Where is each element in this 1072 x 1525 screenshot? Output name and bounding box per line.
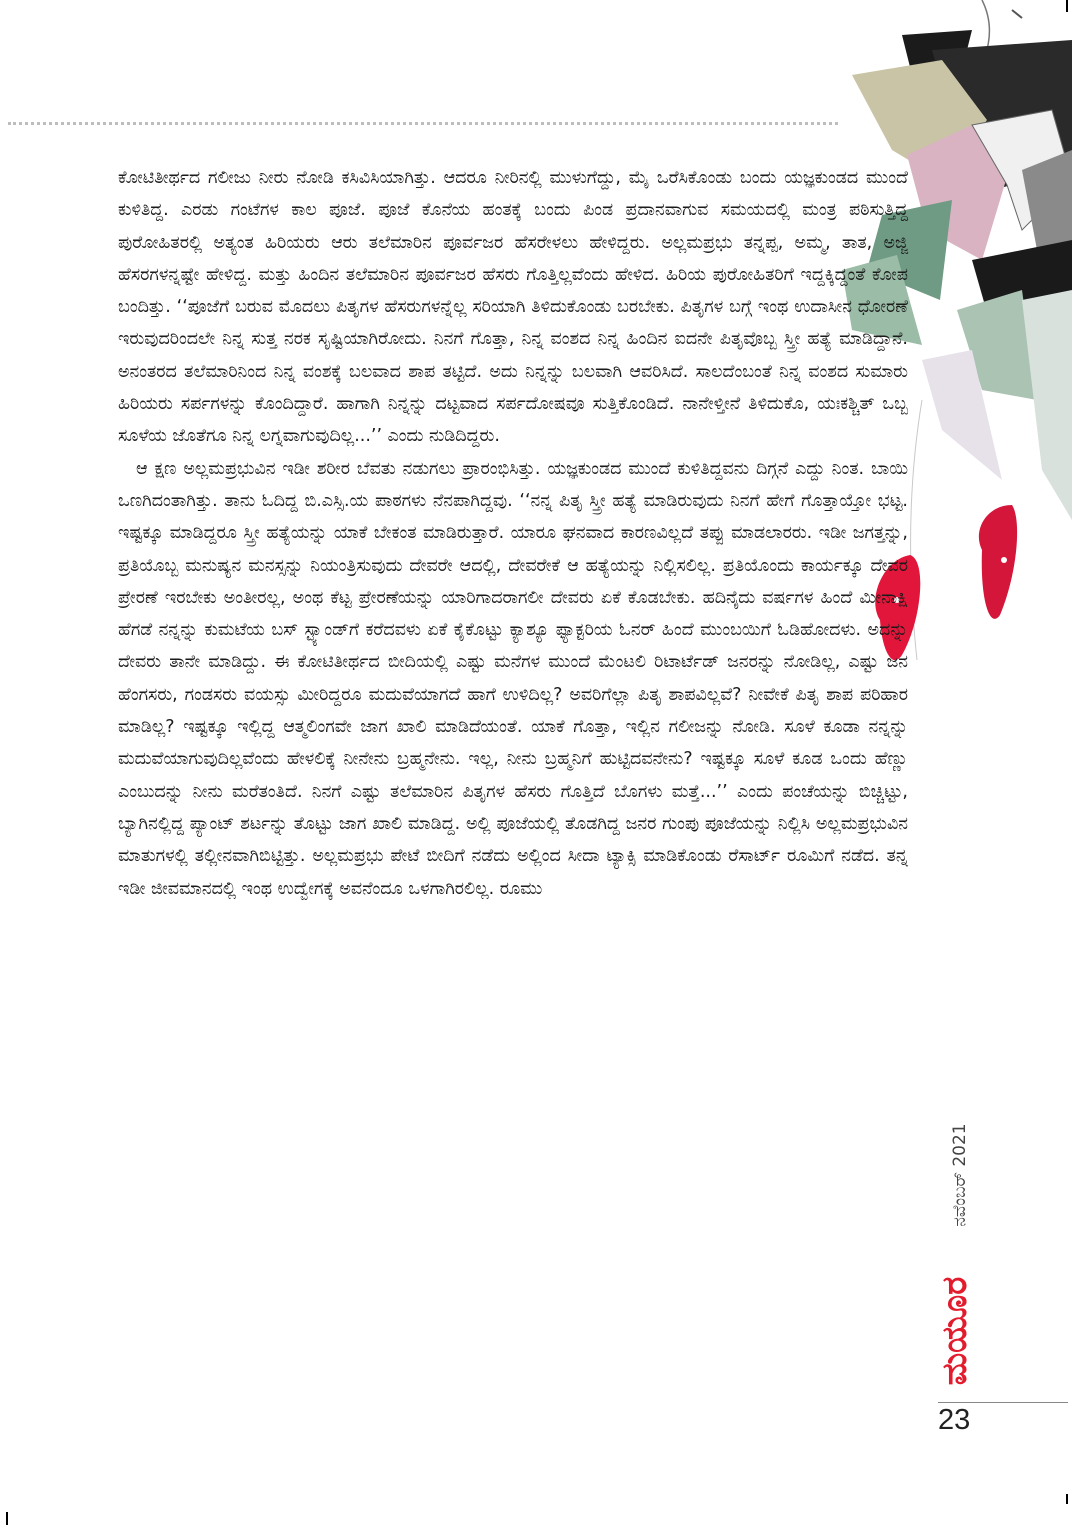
paragraph: ಆ ಕ್ಷಣ ಅಲ್ಲಮಪ್ರಭುವಿನ ಇಡೀ ಶರೀರ ಬೆವತು ನಡುಗಲು ಪ್ರಾರಂಭಿಸಿತ್ತು. ಯಜ್ಞಕುಂಡದ ಮುಂದೆ ಕುಳಿತಿದ್ದವನು ದಿಗ್ಗನೆ ಎದ್ದು ನಿಂತ. ಬಾಯಿ ಒಣಗಿದಂತಾಗಿತ್ತು. ತಾನು ಓದಿದ್ದ ಬಿ.ಎಸ್ಸಿ.ಯ ಪಾಠಗಳು ನೆನಪಾಗಿದ್ದವು. ‘‘ನನ್ನ ಪಿತೃ ಸ್ತ್ರೀ ಹತ್ಯೆ ಮಾಡಿರುವುದು ನಿನಗೆ ಹೇಗೆ ಗೊತ್ತಾಯ್ತೋ ಭಟ್ಟ. ಇಷ್ಟಕ್ಕೂ ಮಾಡಿದ್ದರೂ ಸ್ತ್ರೀ ಹತ್ಯೆಯನ್ನು ಯಾಕೆ ಬೇಕಂತ ಮಾಡಿರುತ್ತಾರೆ. ಯಾರೂ ಘನವಾದ ಕಾರಣವಿಲ್ಲದೆ ತಪ್ಪು ಮಾಡಲಾರರು. ಇಡೀ ಜಗತ್ತನ್ನು, ಪ್ರತಿಯೊಬ್ಬ ಮನುಷ್ಯನ ಮನಸ್ಸನ್ನು ನಿಯಂತ್ರಿಸುವುದು ದೇವರೇ ಆದಲ್ಲಿ, ದೇವರೇಕೆ ಆ ಹತ್ಯೆಯನ್ನು ನಿಲ್ಲಿಸಲಿಲ್ಲ. ಪ್ರತಿಯೊಂದು ಕಾರ್ಯಕ್ಕೂ ದೇವರ ಪ್ರೇರಣೆ ಇರಬೇಕು ಅಂತೀರಲ್ಲ, ಅಂಥ ಕೆಟ್ಟ ಪ್ರೇರಣೆಯನ್ನು ಯಾರಿಗಾದರಾಗಲೀ ದೇವರು ಏಕೆ ಕೊಡಬೇಕು. ಹದಿನೈದು ವರ್ಷಗಳ ಹಿಂದೆ ಮೀನಾಕ್ಷಿ ಹೆಗಡೆ ನನ್ನನ್ನು ಕುಮಟೆಯ ಬಸ್ ಸ್ಟ್ಯಾಂಡ್‌ಗೆ ಕರೆದವಳು ಏಕೆ ಕೈಕೊಟ್ಟು ಕ್ಯಾಶ್ಯೂ ಫ್ಯಾಕ್ಟರಿಯ ಓನರ್ ಹಿಂದೆ ಮುಂಬಯಿಗೆ ಓಡಿಹೋದಳು. ಅದನ್ನು ದೇವರು ತಾನೇ ಮಾಡಿದ್ದು. ಈ ಕೋಟಿತೀರ್ಥದ ಬೀದಿಯಲ್ಲಿ ಎಷ್ಟು ಮನೆಗಳ ಮುಂದೆ ಮೆಂಟಲಿ ರಿಟಾರ್ಟೆಡ್ ಜನರನ್ನು ನೋಡಿಲ್ಲ, ಎಷ್ಟು ಜನ ಹೆಂಗಸರು, ಗಂಡಸರು ವಯಸ್ಸು ಮೀರಿದ್ದರೂ ಮದುವೆಯಾಗದೆ ಹಾಗೆ ಉಳಿದಿಲ್ಲ? ಅವರಿಗೆಲ್ಲಾ ಪಿತೃ ಶಾಪವಿಲ್ಲವೆ? ನೀವೇಕೆ ಪಿತೃ ಶಾಪ ಪರಿಹಾರ ಮಾಡಿಲ್ಲ? ಇಷ್ಟಕ್ಕೂ ಇಲ್ಲಿದ್ದ ಆತ್ಮಲಿಂಗವೇ ಜಾಗ ಖಾಲಿ ಮಾಡಿದೆಯಂತೆ. ಯಾಕೆ ಗೊತ್ತಾ, ಇಲ್ಲಿನ ಗಲೀಜನ್ನು ನೋಡಿ. ಸೂಳೆ ಕೂಡಾ ನನ್ನನ್ನು ಮದುವೆಯಾಗುವುದಿಲ್ಲವೆಂದು ಹೇಳಲಿಕ್ಕೆ ನೀನೇನು ಬ್ರಹ್ಮನೇನು. ಇಲ್ಲ, ನೀನು ಬ್ರಹ್ಮನಿಗೆ ಹುಟ್ಟಿದವನೇನು? ಇಷ್ಟಕ್ಕೂ ಸೂಳೆ ಕೂಡ ಒಂದು ಹೆಣ್ಣು ಎಂಬುದನ್ನು ನೀನು ಮರೆತಂತಿದೆ. ನಿನಗೆ ಎಷ್ಟು ತಲೆಮಾರಿನ ಪಿತೃಗಳ ಹೆಸರು ಗೊತ್ತಿದೆ ಬೊಗಳು ಮತ್ತೆ...’’ ಎಂದು ಪಂಚೆಯನ್ನು ಬಿಚ್ಚಿಟ್ಟು, ಬ್ಯಾಗಿನಲ್ಲಿದ್ದ ಪ್ಯಾಂಟ್ ಶರ್ಟನ್ನು ತೊಟ್ಟು ಜಾಗ ಖಾಲಿ ಮಾಡಿದ್ದ. ಅಲ್ಲಿ ಪೂಜೆಯಲ್ಲಿ ತೊಡಗಿದ್ದ ಜನರ ಗುಂಪು ಪೂಜೆಯನ್ನು ನಿಲ್ಲಿಸಿ ಅಲ್ಲಮಪ್ರಭುವಿನ ಮಾತುಗಳಲ್ಲಿ ತಲ್ಲೀನವಾಗಿಬಿಟ್ಟಿತ್ತು. ಅಲ್ಲಮಪ್ರಭು ಪೇಟೆ ಬೀದಿಗೆ ನಡೆದು ಅಲ್ಲಿಂದ ಸೀದಾ ಟ್ಯಾಕ್ಸಿ ಮಾಡಿಕೊಂಡು ರೆಸಾರ್ಟ್ ರೂಮಿಗೆ ನಡೆದ. ತನ್ನ ಇಡೀ ಜೀವಮಾನದಲ್ಲಿ ಇಂಥ ಉದ್ವೇಗಕ್ಕೆ ಅವನೆಂದೂ ಒಳಗಾಗಿರಲಿಲ್ಲ. ರೂಮು — [118, 458, 908, 899]
magazine-logo — [925, 1268, 985, 1393]
magazine-logo-text: ಮಯೂರ — [935, 1276, 975, 1385]
crop-mark-bottom-right — [1066, 1494, 1068, 1504]
crop-mark-bottom-left — [6, 1512, 8, 1525]
page-number-rule — [938, 1402, 1068, 1403]
issue-date-text: ನವೆಂಬರ್ 2021 — [950, 1123, 970, 1227]
top-dotted-divider — [8, 122, 838, 125]
paragraph: ಕೋಟಿತೀರ್ಥದ ಗಲೀಜು ನೀರು ನೋಡಿ ಕಸಿವಿಸಿಯಾಗಿತ್ತು. ಆದರೂ ನೀರಿನಲ್ಲಿ ಮುಳುಗೆದ್ದು, ಮೈ ಒರೆಸಿಕೊಂಡು ಬಂದು ಯಜ್ಞಕುಂಡದ ಮುಂದೆ ಕುಳಿತಿದ್ದ. ಎರಡು ಗಂಟೆಗಳ ಕಾಲ ಪೂಜೆ. ಪೂಜೆ ಕೊನೆಯ ಹಂತಕ್ಕೆ ಬಂದು ಪಿಂಡ ಪ್ರದಾನವಾಗುವ ಸಮಯದಲ್ಲಿ ಮಂತ್ರ ಪಠಿಸುತ್ತಿದ್ದ ಪುರೋಹಿತರಲ್ಲಿ ಅತ್ಯಂತ ಹಿರಿಯರು ಆರು ತಲೆಮಾರಿನ ಪೂರ್ವಜರ ಹೆಸರೇಳಲು ಹೇಳಿದ್ದರು. ಅಲ್ಲಮಪ್ರಭು ತನ್ನಪ್ಪ, ಅಮ್ಮ, ತಾತ, ಅಜ್ಜಿ ಹೆಸರಗಳನ್ನಷ್ಟೇ ಹೇಳಿದ್ದ. ಮತ್ತು ಹಿಂದಿನ ತಲೆಮಾರಿನ ಪೂರ್ವಜರ ಹೆಸರು ಗೊತ್ತಿಲ್ಲವೆಂದು ಹೇಳಿದ. ಹಿರಿಯ ಪುರೋಹಿತರಿಗೆ ಇದ್ದಕ್ಕಿದ್ದಂತೆ ಕೋಪ ಬಂದಿತ್ತು. ‘‘ಪೂಜೆಗೆ ಬರುವ ಮೊದಲು ಪಿತೃಗಳ ಹೆಸರುಗಳನ್ನೆಲ್ಲ ಸರಿಯಾಗಿ ತಿಳಿದುಕೊಂಡು ಬರಬೇಕು. ಪಿತೃಗಳ ಬಗ್ಗೆ ಇಂಥ ಉದಾಸೀನ ಧೋರಣೆ ಇರುವುದರಿಂದಲೇ ನಿನ್ನ ಸುತ್ತ ನರಕ ಸೃಷ್ಟಿಯಾಗಿರೋದು. ನಿನಗೆ ಗೊತ್ತಾ, ನಿನ್ನ ವಂಶದ ನಿನ್ನ ಹಿಂದಿನ ಐದನೇ ಪಿತೃವೊಬ್ಬ ಸ್ತ್ರೀ ಹತ್ಯೆ ಮಾಡಿದ್ದಾನೆ. ಅನಂತರದ ತಲೆಮಾರಿನಿಂದ ನಿನ್ನ ವಂಶಕ್ಕೆ ಬಲವಾದ ಶಾಪ ತಟ್ಟಿದೆ. ಅದು ನಿನ್ನನ್ನು ಬಲವಾಗಿ ಆವರಿಸಿದೆ. ಸಾಲದೆಂಬಂತೆ ನಿನ್ನ ವಂಶದ ಸುಮಾರು ಹಿರಿಯರು ಸರ್ಪಗಳನ್ನು ಕೊಂದಿದ್ದಾರೆ. ಹಾಗಾಗಿ ನಿನ್ನನ್ನು ದಟ್ಟವಾದ ಸರ್ಪದೋಷವೂ ಸುತ್ತಿಕೊಂಡಿದೆ. ನಾನೇಳ್ತೀನೆ ತಿಳಿದುಕೊ, ಯಃಕಶ್ಚಿತ್ ಒಬ್ಬ ಸೂಳೆಯ ಜೊತೆಗೂ ನಿನ್ನ ಲಗ್ನವಾಗುವುದಿಲ್ಲ...’’ ಎಂದು ನುಡಿದಿದ್ದರು. — [118, 168, 908, 447]
page-number: 23 — [938, 1404, 971, 1436]
issue-date — [930, 1090, 990, 1260]
article-body — [118, 162, 908, 905]
